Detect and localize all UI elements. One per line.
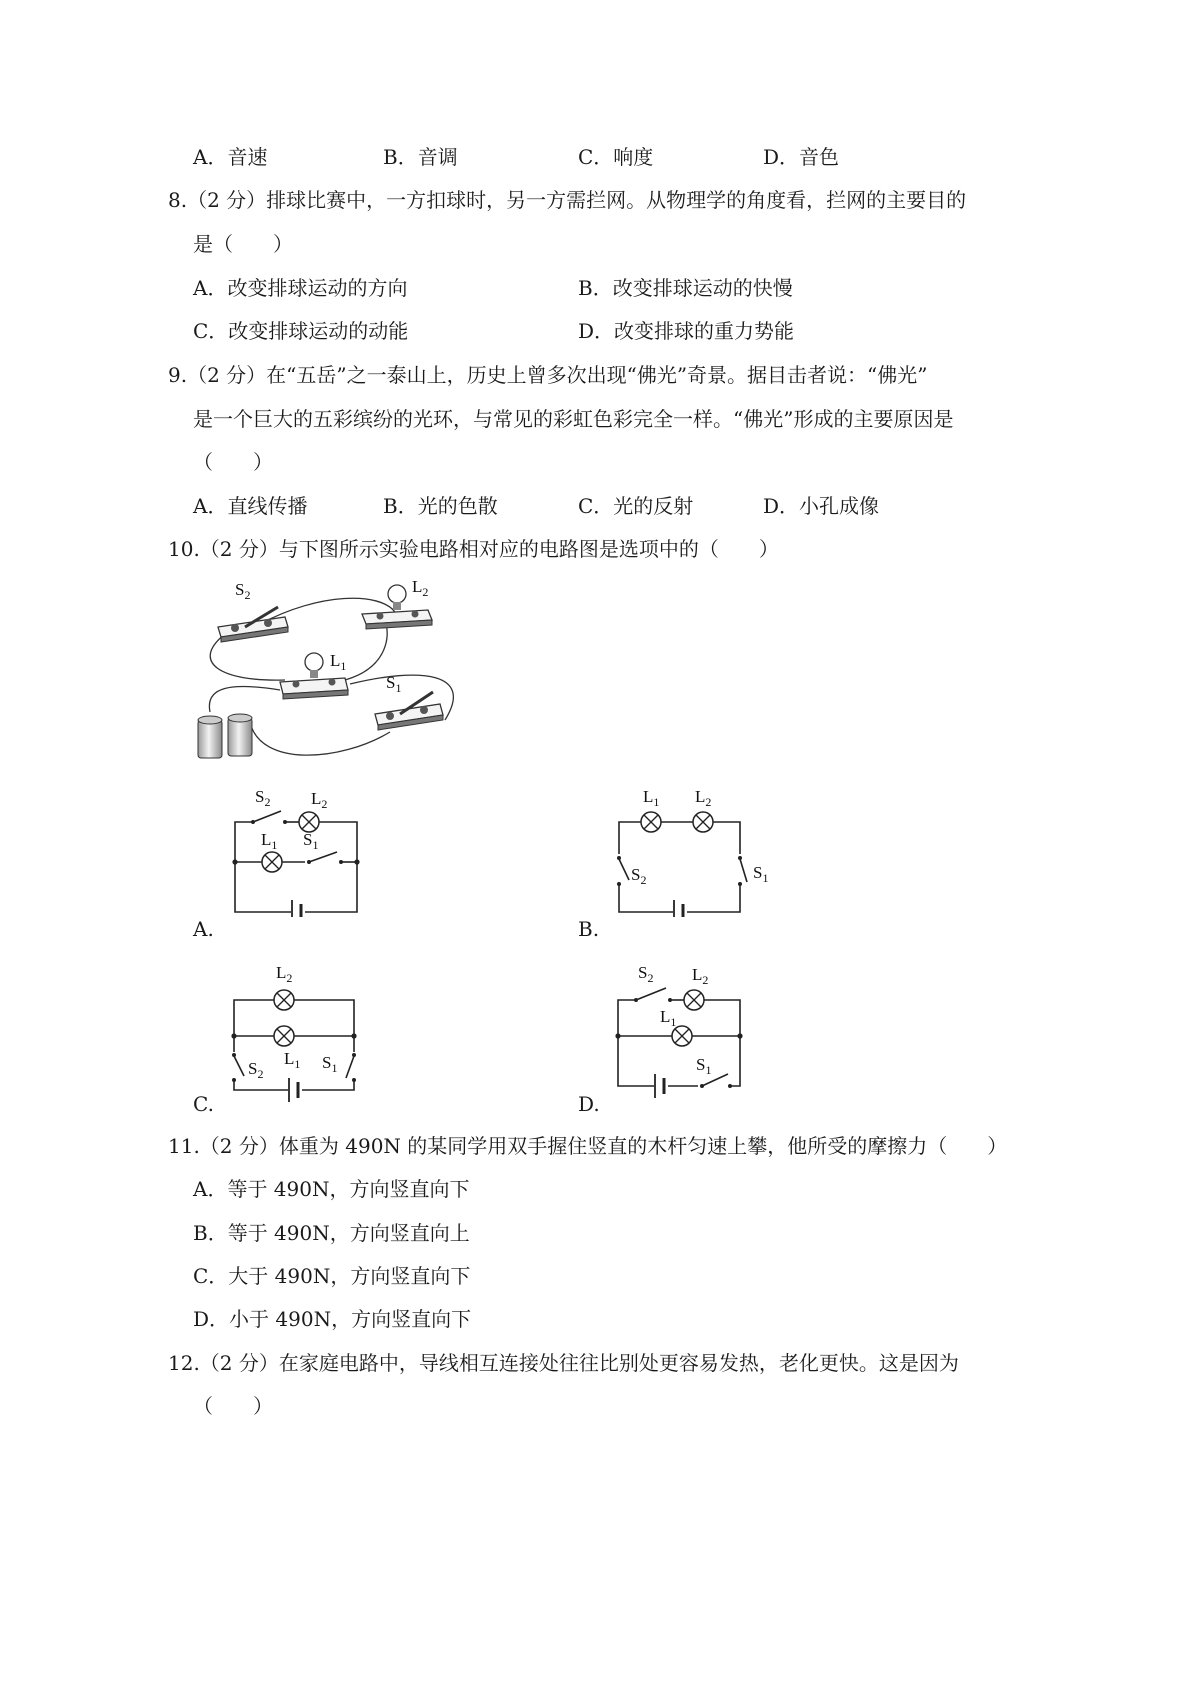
svg-text:S2: $S_2$ [638,963,654,985]
q7-option-d: D．音色 [763,145,840,169]
switch-s1-photo [375,692,443,730]
photo-label-s2: $S_2$ [235,580,251,602]
q11-option-c: C．大于 490N，方向竖直向下 [193,1264,471,1288]
q9-stem-line3: （ ） [193,450,273,474]
circuit-diagram-b [605,782,790,917]
battery-cells-photo [198,714,252,758]
circuit-diagram-d [606,958,756,1108]
q9-option-a: A．直线传播 [193,494,308,518]
q12-stem-line2: （ ） [193,1394,273,1418]
svg-text:L2: $L_2$ [692,965,709,987]
svg-text:L1: $L_1$ [261,830,278,852]
switch-s2-photo [218,607,288,642]
svg-text:L1: $L_1$ [284,1049,301,1071]
circuit-diagram-c [222,958,372,1108]
svg-text:L1: $L_1$ [643,787,660,809]
q10-option-d-letter: D. [578,1092,600,1116]
q8-stem-line2: 是（ ） [193,232,293,256]
q8-option-c: C．改变排球运动的动能 [193,319,409,343]
q8-option-a: A．改变排球运动的方向 [193,276,408,300]
q7-option-b: B．音调 [383,145,458,169]
q7-option-a: A．音速 [193,145,268,169]
q8-stem-line1: 8.（2 分）排球比赛中，一方扣球时，另一方需拦网。从物理学的角度看，拦网的主要目的 [168,188,967,212]
q11-option-b: B．等于 490N，方向竖直向上 [193,1221,470,1245]
q8-option-d: D．改变排球的重力势能 [578,319,795,343]
svg-text:L2: $L_2$ [695,787,712,809]
photo-label-l2: $L_2$ [412,577,429,599]
svg-text:S2: $S_2$ [248,1059,264,1081]
q8-option-b: B．改变排球运动的快慢 [578,276,793,300]
q7-option-c: C．响度 [578,145,654,169]
q10-stem: 10.（2 分）与下图所示实验电路相对应的电路图是选项中的（ ） [168,537,779,561]
q9-stem-line2: 是一个巨大的五彩缤纷的光环，与常见的彩虹色彩完全一样。“佛光”形成的主要原因是 [193,407,954,431]
svg-text:S2: $S_2$ [631,865,647,887]
q10-option-a-letter: A. [193,917,214,941]
q11-option-d: D．小于 490N，方向竖直向下 [193,1307,472,1331]
q11-stem: 11.（2 分）体重为 490N 的某同学用双手握住竖直的木杆匀速上攀，他所受的摩擦力（ ） [168,1134,1008,1158]
photo-label-l1: $L_1$ [330,651,347,673]
photo-label-s1: $S_1$ [386,673,402,695]
svg-text:S2: $S_2$ [255,787,271,809]
svg-text:S1: $S_1$ [753,863,769,885]
svg-text:L2: $L_2$ [311,789,328,811]
svg-text:S1: $S_1$ [696,1055,712,1077]
q11-option-a: A．等于 490N，方向竖直向下 [193,1177,470,1201]
svg-text:L2: $L_2$ [276,963,293,985]
q10-option-c-letter: C. [193,1092,214,1116]
q10-option-b-letter: B. [578,917,600,941]
q9-option-d: D．小孔成像 [763,494,880,518]
svg-text:S1: $S_1$ [303,830,319,852]
q9-stem-line1: 9.（2 分）在“五岳”之一泰山上，历史上曾多次出现“佛光”奇景。据目击者说：“佛光” [168,363,928,387]
svg-text:L1: $L_1$ [660,1007,677,1029]
q12-stem-line1: 12.（2 分）在家庭电路中，导线相互连接处往往比别处更容易发热，老化更快。这是因为 [168,1351,959,1375]
q9-option-b: B．光的色散 [383,494,498,518]
circuit-diagram-a [225,782,370,917]
circuit-photo-illustration [190,572,470,772]
svg-text:S1: $S_1$ [322,1053,338,1075]
q9-option-c: C．光的反射 [578,494,694,518]
